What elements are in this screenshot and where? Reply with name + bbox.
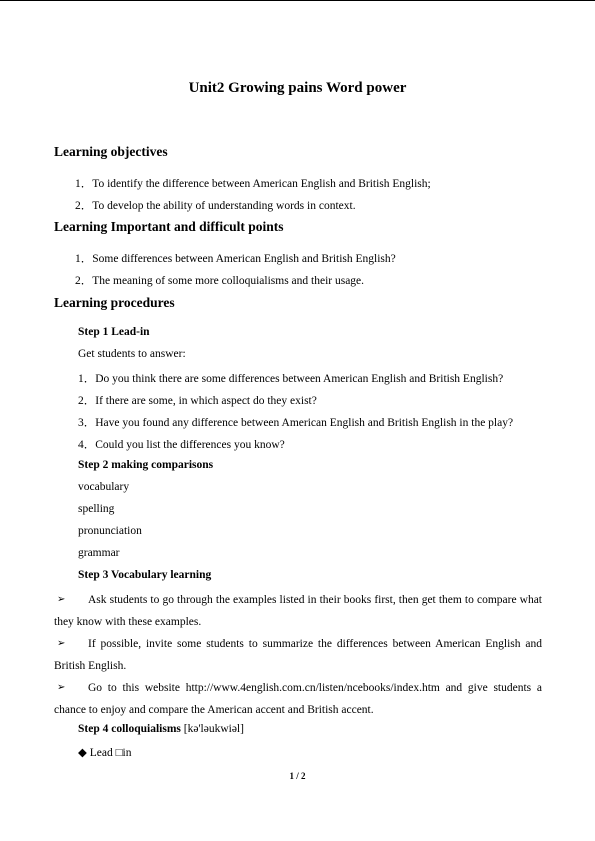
step3-bullet-3: Go to this website http://www.4english.com.cn/listen/ncebooks/index.htm and give students a chance to enjoy and compare the American accent and British accent.: [54, 682, 542, 716]
step1-question-1: 1．Do you think there are some differences between American English and British English?: [78, 373, 504, 385]
objective-item-1: 1．To identify the difference between American English and British English;: [75, 178, 431, 190]
arrow-bullet-icon: ➢: [57, 594, 66, 605]
diamond-bullet-icon: ◆: [78, 747, 87, 759]
step2-title: Step 2 making comparisons: [78, 459, 214, 471]
step2-item-spelling: spelling: [78, 503, 115, 515]
page-title: Unit2 Growing pains Word power: [188, 80, 407, 96]
step1-question-3: 3．Have you found any difference between American English and British English in the play?: [78, 417, 514, 429]
objective-item-2: 2．To develop the ability of understanding words in context.: [75, 200, 356, 212]
procedures-heading: Learning procedures: [54, 295, 175, 310]
step3-bullet-2: If possible, invite some students to summarize the differences between American English and British English.: [54, 638, 542, 672]
step4-phonetic: [kə'ləukwiəl]: [183, 723, 244, 735]
step4-title: [78, 723, 244, 735]
step4-title-text: Step 4 colloquialisms: [78, 723, 181, 735]
step1-title: Step 1 Lead-in: [78, 326, 150, 338]
arrow-bullet-icon: ➢: [57, 682, 66, 693]
step2-item-vocabulary: vocabulary: [78, 481, 130, 493]
step3-bullet-1: Ask students to go through the examples listed in their books first, then get them to compare what they know with these examples.: [54, 594, 542, 628]
step4-lead-in: [78, 745, 131, 759]
page-number: 1 / 2: [289, 771, 306, 781]
step2-item-pronunciation: pronunciation: [78, 525, 142, 537]
step3-title: Step 3 Vocabulary learning: [78, 569, 212, 581]
arrow-bullet-icon: ➢: [57, 638, 66, 649]
step1-question-4: 4．Could you list the differences you know?: [78, 439, 285, 451]
important-point-item-1: 1．Some differences between American English and British English?: [75, 253, 396, 265]
step1-question-2: 2．If there are some, in which aspect do they exist?: [78, 395, 317, 407]
step2-item-grammar: grammar: [78, 547, 120, 559]
step4-bullet-text: Lead □in: [89, 747, 132, 759]
important-point-item-2: 2．The meaning of some more colloquialisms and their usage.: [75, 275, 365, 287]
step1-intro: Get students to answer:: [78, 348, 186, 360]
top-rule: [0, 0, 595, 1]
important-points-heading: Learning Important and difficult points: [54, 219, 284, 234]
objectives-heading: Learning objectives: [54, 144, 168, 159]
